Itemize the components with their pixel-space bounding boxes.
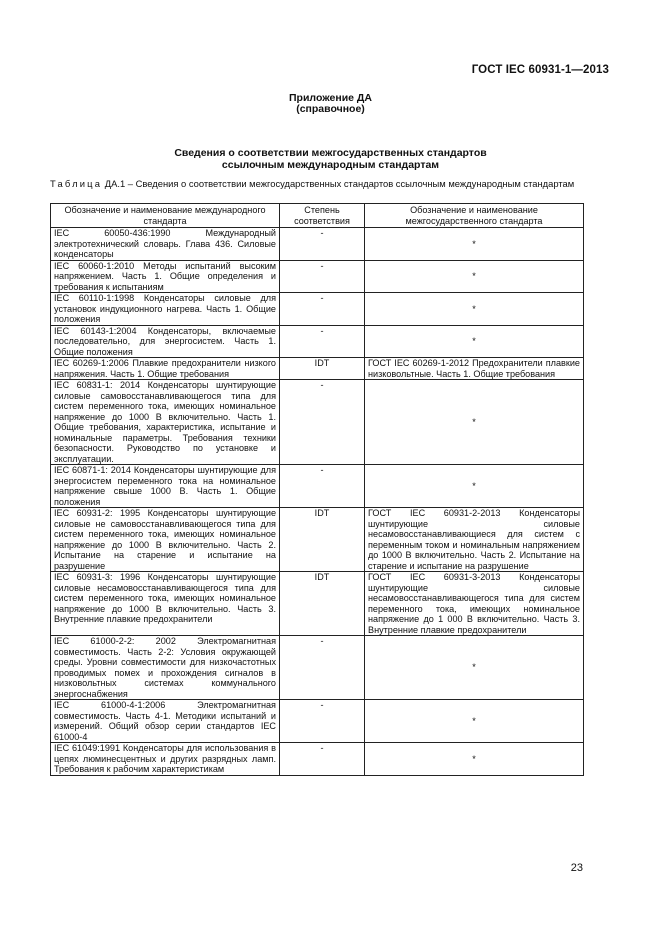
intl-standard-cell: IEC 61000-4-1:2006 Электромагнитная совместимость. Часть 4-1. Методики испытаний и измерений. Общий обзор серии стандартов IEC 61000-4 — [51, 700, 280, 743]
table-row — [51, 700, 584, 743]
interstate-standard-cell: * — [365, 325, 584, 358]
table-row — [51, 508, 584, 572]
header-interstate-standard: Обозначение и наименование межгосударственного стандарта — [365, 204, 584, 228]
header-international-standard: Обозначение и наименование международного стандарта — [51, 204, 280, 228]
document-title-line1: Сведения о соответствии межгосударственных стандартов — [174, 147, 487, 159]
table-row — [51, 358, 584, 380]
interstate-standard-cell: * — [365, 636, 584, 700]
intl-standard-cell: IEC 60831-1: 2014 Конденсаторы шунтирующие силовые самовосстанавливающегося типа для систем переменного тока, имеющих номинальное напряжение до 1000 В включительно. Часть 1. Общие требования, характеристика, испытание и номинальные параметры. Требования техники безопасности. Руководство по установке и эксплуатации. — [51, 380, 280, 465]
degree-cell: - — [280, 325, 365, 358]
table-row — [51, 260, 584, 293]
intl-standard-cell: IEC 60050-436:1990 Международный электротехнический словарь. Глава 436. Силовые конденсаторы — [51, 228, 280, 261]
interstate-standard-cell: * — [365, 260, 584, 293]
annex-subtitle: (справочное) — [296, 103, 365, 115]
intl-standard-cell: IEC 60931-2: 1995 Конденсаторы шунтирующие силовые не самовосстанавливающегося типа для систем переменного тока, имеющих номинальное напряжение до 1000 В включительно. Часть 2. Испытание на старение и испытание на разрушение — [51, 508, 280, 572]
degree-cell: - — [280, 380, 365, 465]
intl-standard-cell: IEC 60871-1: 2014 Конденсаторы шунтирующие для энергосистем переменного тока на номинальное напряжение свыше 1000 В. Часть 1. Общие положения — [51, 465, 280, 508]
header-degree-of-conformity: Степень соответствия — [280, 204, 365, 228]
table-row — [51, 380, 584, 465]
standard-code: ГОСТ IEC 60931-1—2013 — [471, 64, 609, 76]
interstate-standard-cell: * — [365, 700, 584, 743]
intl-standard-cell: IEC 61049:1991 Конденсаторы для использования в цепях люминесцентных и других разрядных ламп. Требования к рабочим характеристикам — [51, 743, 280, 776]
degree-cell: - — [280, 743, 365, 776]
intl-standard-cell: IEC 60110-1:1998 Конденсаторы силовые для установок индукционного нагрева. Часть 1. Общие положения — [51, 293, 280, 326]
degree-cell: - — [280, 293, 365, 326]
interstate-standard-cell: * — [365, 465, 584, 508]
intl-standard-cell: IEC 60143-1:2004 Конденсаторы, включаемые последовательно, для энергосистем. Часть 1. Общие положения — [51, 325, 280, 358]
table-caption-text: ДА.1 – Сведения о соответствии межгосударственных стандартов ссылочным международным стандартам — [102, 178, 575, 189]
page-number: 23 — [570, 862, 583, 874]
table-row — [51, 743, 584, 776]
table-row — [51, 293, 584, 326]
degree-cell: IDT — [280, 508, 365, 572]
degree-cell: - — [280, 700, 365, 743]
degree-cell: - — [280, 636, 365, 700]
document-title-line2: ссылочным международным стандартам — [221, 159, 440, 171]
table-row — [51, 572, 584, 636]
table-row — [51, 228, 584, 261]
interstate-standard-cell: * — [365, 743, 584, 776]
degree-cell: - — [280, 465, 365, 508]
intl-standard-cell: IEC 60269-1:2006 Плавкие предохранители низкого напряжения. Часть 1. Общие требования — [51, 358, 280, 380]
degree-cell: - — [280, 228, 365, 261]
table-caption-label: Таблица — [50, 178, 103, 189]
table-header-row — [51, 204, 584, 228]
table-row — [51, 325, 584, 358]
table-row — [51, 465, 584, 508]
intl-standard-cell: IEC 60060-1:2010 Методы испытаний высоким напряжением. Часть 1. Общие определения и требования к испытаниям — [51, 260, 280, 293]
degree-cell: IDT — [280, 358, 365, 380]
interstate-standard-cell: * — [365, 293, 584, 326]
interstate-standard-cell: ГОСТ IEC 60269-1-2012 Предохранители плавкие низковольтные. Часть 1. Общие требования — [365, 358, 584, 380]
interstate-standard-cell: * — [365, 228, 584, 261]
intl-standard-cell: IEC 60931-3: 1996 Конденсаторы шунтирующие силовые несамовосстанавливающегося типа для систем переменного тока, имеющих номинальное напряжение до 1000 В включительно. Часть 3. Внутренние плавкие предохранители — [51, 572, 280, 636]
interstate-standard-cell: ГОСТ IEC 60931-3-2013 Конденсаторы шунтирующие силовые несамовосстанавливающегося типа для систем переменного тока, имеющих номинальное напряжение до 1 000 В включительно. Часть 3. Внутренние плавкие предохранители — [365, 572, 584, 636]
interstate-standard-cell: ГОСТ IEC 60931-2-2013 Конденсаторы шунтирующие силовые несамовосстанавливающиеся для систем с переменным током и номинальным напряжением до 1000 В включительно. Часть 2. Испытание на старение и испытание на разрушение — [365, 508, 584, 572]
table-row — [51, 636, 584, 700]
table-caption — [50, 179, 582, 190]
degree-cell: IDT — [280, 572, 365, 636]
standards-table — [50, 203, 584, 776]
annex-title: Приложение ДА — [289, 92, 372, 104]
interstate-standard-cell: * — [365, 380, 584, 465]
degree-cell: - — [280, 260, 365, 293]
intl-standard-cell: IEC 61000-2-2: 2002 Электромагнитная совместимость. Часть 2-2: Условия окружающей среды. Уровни совместимости для низкочастотных проводимых помех и прохождения сигналов в низковольтных системах коммунального энергоснабжения — [51, 636, 280, 700]
